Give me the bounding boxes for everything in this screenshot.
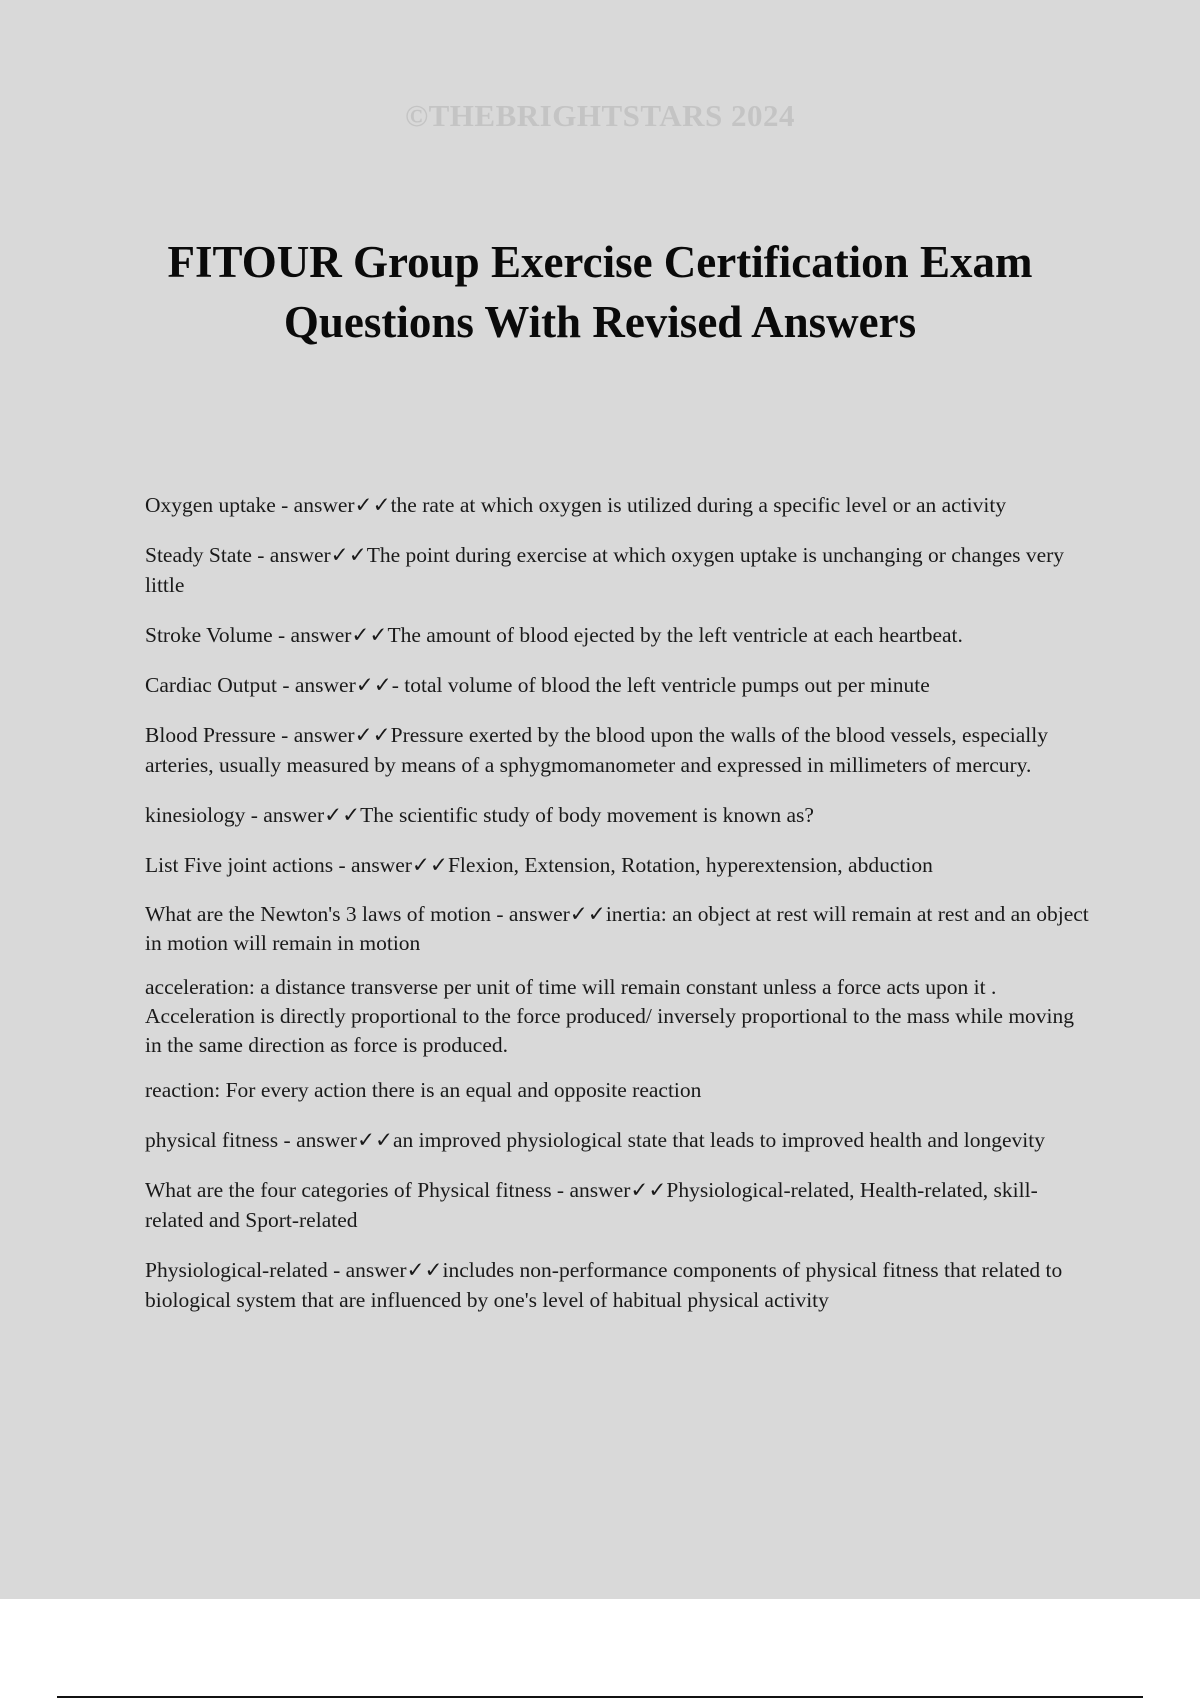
- document-title-line-1: FITOUR Group Exercise Certification Exam: [167, 237, 1033, 287]
- qa-item-stroke-volume: Stroke Volume - answer✓✓The amount of blood ejected by the left ventricle at each heartbeat.: [145, 623, 963, 647]
- document-title-line-2: Questions With Revised Answers: [283, 297, 917, 347]
- document-title: [100, 232, 1100, 352]
- qa-item-joint-actions: List Five joint actions - answer✓✓Flexion, Extension, Rotation, hyperextension, abduction: [145, 853, 933, 877]
- qa-list: [145, 490, 1095, 1335]
- qa-item-blood-pressure: Blood Pressure - answer✓✓Pressure exerted by the blood upon the walls of the blood vessels, especially arteries, usually measured by means of a sphygmomanometer and expressed in millimeters of mercury.: [145, 723, 1048, 777]
- qa-item-physical-fitness: physical fitness - answer✓✓an improved physiological state that leads to improved health and longevity: [145, 1128, 1045, 1152]
- qa-item-steady-state: Steady State - answer✓✓The point during exercise at which oxygen uptake is unchanging or changes very little: [145, 543, 1065, 597]
- qa-item-oxygen-uptake: Oxygen uptake - answer✓✓the rate at which oxygen is utilized during a specific level or an activity: [145, 493, 1007, 517]
- qa-item-physiological-related: Physiological-related - answer✓✓includes non-performance components of physical fitness that related to biological system that are influenced by one's level of habitual physical activity: [145, 1258, 1063, 1312]
- watermark-text: ©THEBRIGHTSTARS 2024: [404, 98, 796, 133]
- qa-item-reaction: reaction: For every action there is an equal and opposite reaction: [145, 1078, 702, 1102]
- qa-item-acceleration: acceleration: a distance transverse per unit of time will remain constant unless a force acts upon it . Acceleration is directly proportional to the force produced/ inversely proportional to the mass while moving in the same direction as force is produced.: [145, 975, 1075, 1057]
- qa-item-fitness-categories: What are the four categories of Physical fitness - answer✓✓Physiological-related, Health-related, skill-related and Sport-related: [145, 1178, 1038, 1232]
- qa-item-newtons-laws: What are the Newton's 3 laws of motion - answer✓✓inertia: an object at rest will remain at rest and an object in motion will remain in motion: [145, 902, 1089, 955]
- qa-item-cardiac-output: Cardiac Output - answer✓✓- total volume of blood the left ventricle pumps out per minute: [145, 673, 930, 697]
- bottom-divider: [57, 1696, 1143, 1698]
- qa-item-kinesiology: kinesiology - answer✓✓The scientific study of body movement is known as?: [145, 803, 814, 827]
